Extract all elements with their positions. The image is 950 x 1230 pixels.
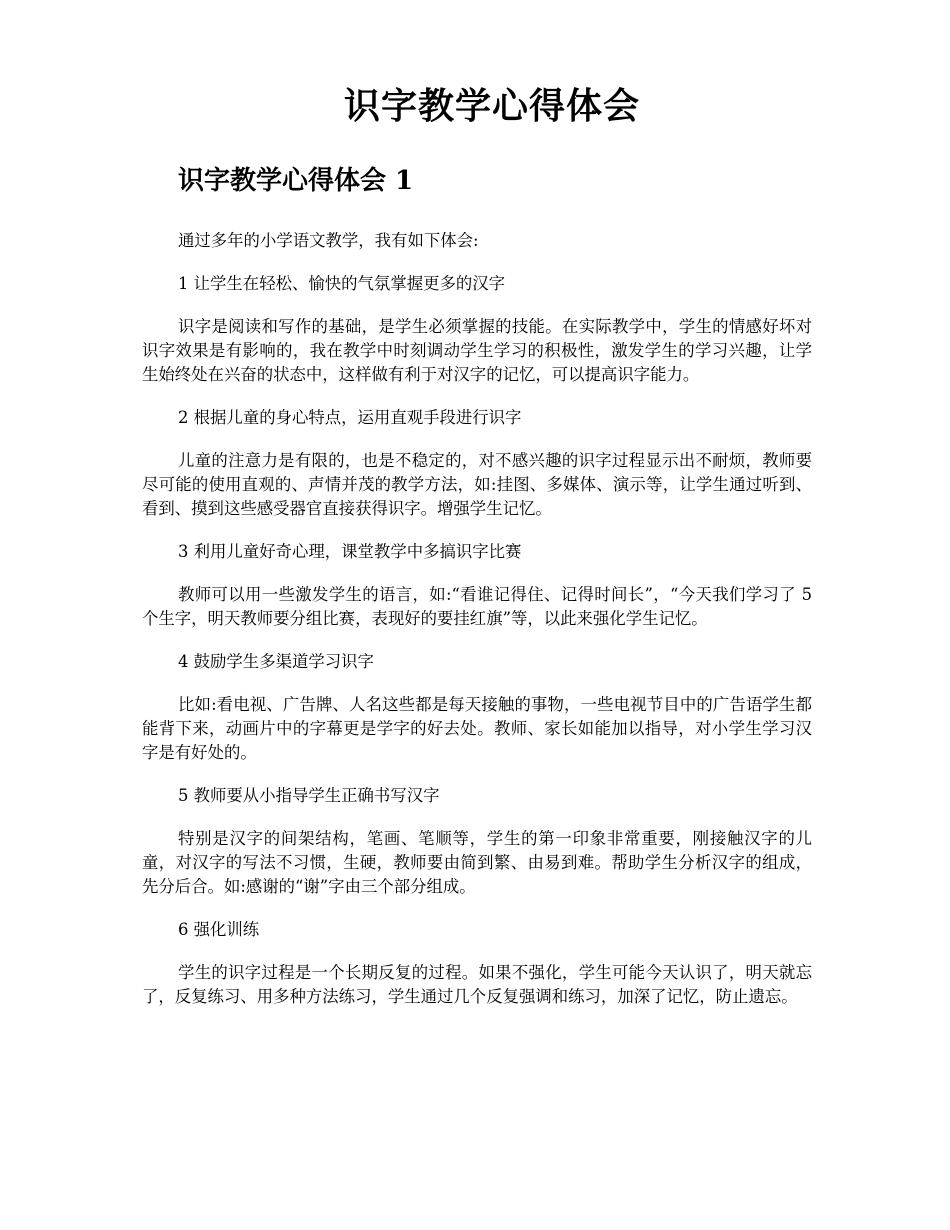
point-heading-6: 6 强化训练: [178, 920, 260, 939]
point-body-6: 学生的识字过程是一个长期反复的过程。如果不强化，学生可能今天认识了，明天就忘了，反复练习、用多种方法练习，学生通过几个反复强调和练习，加深了记忆，防止遗忘。: [142, 963, 812, 1006]
document-title: 识字教学心得体会: [343, 85, 640, 127]
point-heading-3: 3 利用儿童好奇心理，课堂教学中多搞识字比赛: [178, 542, 522, 561]
point-heading-1: 1 让学生在轻松、愉快的气氛掌握更多的汉字: [178, 274, 506, 293]
point-heading-2: 2 根据儿童的身心特点，运用直观手段进行识字: [178, 408, 522, 427]
document-body: [142, 229, 812, 1028]
point-body-3: 教师可以用一些激发学生的语言，如:“看谁记得住、记得时间长”，“今天我们学习了 5 个生字，明天教师要分组比赛，表现好的要挂红旗”等，以此来强化学生记忆。: [142, 585, 812, 628]
section-title: 识字教学心得体会 1: [178, 166, 414, 196]
point-body-2: 儿童的注意力是有限的，也是不稳定的，对不感兴趣的识字过程显示出不耐烦，教师要尽可能的使用直观的、声情并茂的教学方法，如:挂图、多媒体、演示等，让学生通过听到、看到、摸到这些感受器官直接获得识字。增强学生记忆。: [142, 451, 812, 518]
point-body-4: 比如:看电视、广告牌、人名这些都是每天接触的事物，一些电视节目中的广告语学生都能背下来，动画片中的字幕更是学字的好去处。教师、家长如能加以指导，对小学生学习汉字是有好处的。: [142, 695, 812, 762]
point-heading-4: 4 鼓励学生多渠道学习识字: [178, 652, 374, 671]
point-heading-5: 5 教师要从小指导学生正确书写汉字: [178, 786, 440, 805]
intro-paragraph: 通过多年的小学语文教学，我有如下体会:: [178, 231, 479, 250]
point-body-1: 识字是阅读和写作的基础，是学生必须掌握的技能。在实际教学中，学生的情感好坏对识字效果是有影响的，我在教学中时刻调动学生学习的积极性，激发学生的学习兴趣，让学生始终处在兴奋的状态中，这样做有利于对汉字的记忆，可以提高识字能力。: [142, 317, 812, 384]
point-body-5: 特别是汉字的间架结构，笔画、笔顺等，学生的第一印象非常重要，刚接触汉字的儿童，对汉字的写法不习惯，生硬，教师要由简到繁、由易到难。帮助学生分析汉字的组成，先分后合。如:感谢的“谢”字由三个部分组成。: [142, 829, 812, 896]
